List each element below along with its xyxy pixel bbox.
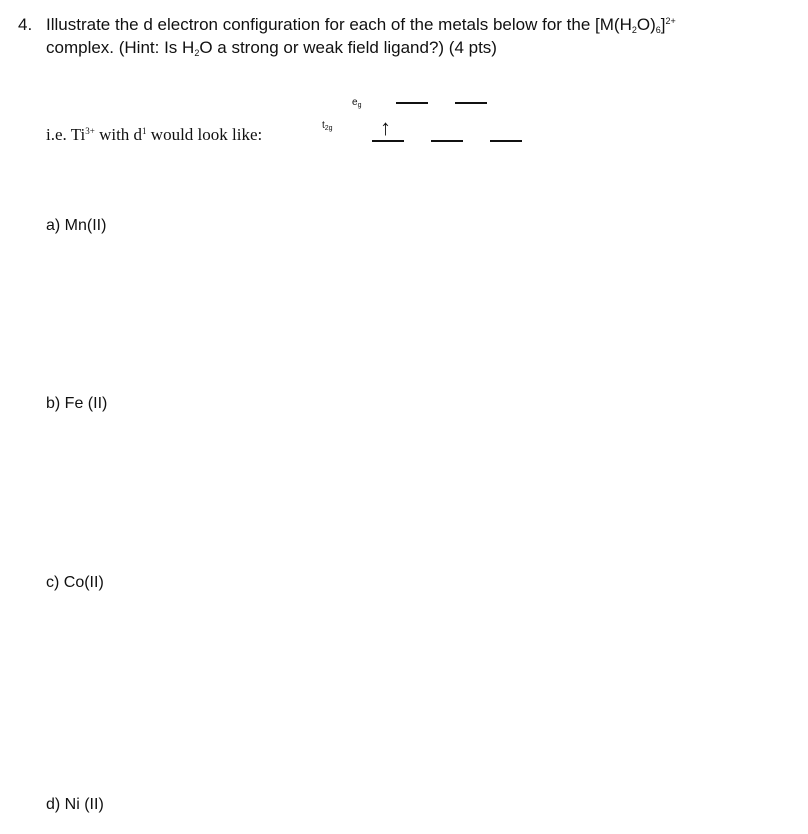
question-line-1 bbox=[46, 15, 676, 35]
charge-superscript: 2+ bbox=[665, 16, 676, 26]
t2g-label: $t_{2g}$ bbox=[322, 120, 333, 132]
ti-charge: 3+ bbox=[85, 126, 95, 136]
question-text-2a: complex. (Hint: Is H bbox=[46, 38, 195, 57]
t2g-orbital-1 bbox=[372, 140, 404, 142]
eg-label: $e_g$ bbox=[352, 97, 362, 109]
example-text bbox=[46, 125, 262, 145]
question-text-1c: ] bbox=[660, 15, 666, 34]
question-number: 4. bbox=[18, 15, 33, 34]
item-a: a) Mn(II) bbox=[46, 217, 107, 234]
example-mid: with d bbox=[94, 125, 143, 144]
item-d: d) Ni (II) bbox=[46, 796, 104, 813]
eg-orbital-2 bbox=[455, 102, 487, 104]
example-lead: i.e. Ti bbox=[46, 125, 86, 144]
subscript-2: 2 bbox=[631, 25, 637, 35]
eg-orbital-1 bbox=[396, 102, 428, 104]
question-text-1a: Illustrate the d electron configuration for each of the metals below for the [M(H bbox=[46, 15, 632, 34]
example-tail: would look like: bbox=[146, 125, 263, 144]
question-line-2 bbox=[46, 38, 497, 58]
d-count: 1 bbox=[142, 126, 147, 136]
t2g-orbital-2 bbox=[431, 140, 463, 142]
question-text-2b: O a strong or weak field ligand?) (4 pts) bbox=[199, 38, 497, 57]
subscript-6: 6 bbox=[655, 25, 661, 35]
question-text-1b: O) bbox=[636, 15, 656, 34]
t2g-orbital-3 bbox=[490, 140, 522, 142]
electron-up-arrow-icon: ↑ bbox=[380, 115, 391, 140]
item-c: c) Co(II) bbox=[46, 574, 104, 591]
subscript-2-water: 2 bbox=[194, 48, 200, 58]
item-b: b) Fe (II) bbox=[46, 395, 108, 412]
